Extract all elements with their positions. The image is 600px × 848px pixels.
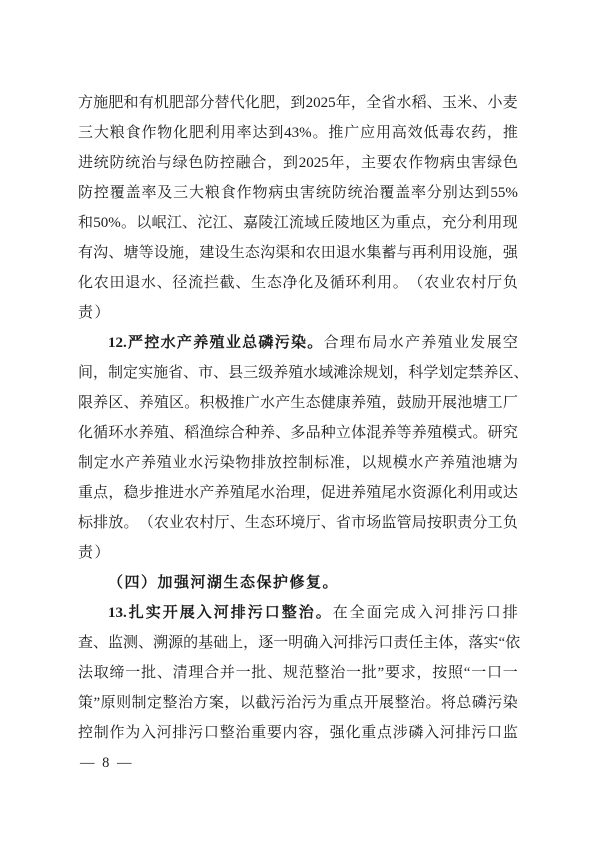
text-line: 方 施 肥 和 有 机 肥 部 分 替 代 化 肥 ， 到 2025 年 ， 全 省 水 稻 、 玉 米 、 小 麦 (78, 95, 518, 111)
text-line: 12. 严 控 水 产 养 殖 业 总 磷 污 染 。 合 理 布 局 水 产 养 殖 业 发 展 空 (108, 335, 518, 351)
text-line: 法 取 缔 一 批 、 清 理 合 并 一 批 、 规 范 整 治 一 批 ” 要 求 ， 按 照 “ 一 口 一 (78, 665, 518, 681)
text-line: 控 制 作 为 入 河 排 污 口 整 治 重 要 内 容 ， 强 化 重 点 涉 磷 入 河 排 污 口 监 (78, 725, 518, 741)
text-line: 间 ， 制 定 实 施 省 、 市 、 县 三 级 养 殖 水 域 滩 涂 规 划 ， 科 学 划 定 禁 养 区 、 (78, 365, 529, 381)
text-line: 责） (78, 305, 112, 321)
text-line: 化 循 环 水 养 殖 、 稻 渔 综 合 种 养 、 多 品 种 立 体 混 养 等 养 殖 模 式 。 研 究 (78, 425, 518, 441)
text-line: 策 ” 原 则 制 定 整 治 方 案 ， 以 截 污 治 污 为 重 点 开 展 整 治 。 将 总 磷 污 染 (78, 695, 518, 711)
document-body (78, 88, 529, 748)
text-line: 查 、 监 测 、 溯 源 的 基 础 上 ， 逐 一 明 确 入 河 排 污 口 责 任 主 体 ， 落 实 “ 依 (78, 635, 521, 651)
text-line: 三 大 粮 食 作 物 化 肥 利 用 率 达 到 43% 。 推 广 应 用 高 效 低 毒 农 药 ， 推 (78, 125, 518, 141)
text-line: 和 50% 。 以 岷 江 、 沱 江 、 嘉 陵 江 流 域 丘 陵 地 区 为 重 点 ， 充 分 利 用 现 (78, 215, 518, 231)
text-line: 13. 扎 实 开 展 入 河 排 污 口 整 治 。 在 全 面 完 成 入 河 排 污 口 排 (108, 605, 518, 621)
text-line: 有 沟 、 塘 等 设 施 ， 建 设 生 态 沟 渠 和 农 田 退 水 集 蓄 与 再 利 用 设 施 ， 强 (78, 245, 518, 261)
page-number: — 8 — (80, 755, 134, 771)
text-line: 防 控 覆 盖 率 及 三 大 粮 食 作 物 病 虫 害 统 防 统 治 覆 盖 率 分 别 达 到 55% (78, 185, 518, 201)
text-line: 进 统 防 统 治 与 绿 色 防 控 融 合 ， 到 2025 年 ， 主 要 农 作 物 病 虫 害 绿 色 (78, 155, 518, 171)
text-line: 重 点 ， 稳 步 推 进 水 产 养 殖 尾 水 治 理 ， 促 进 养 殖 尾 水 资 源 化 利 用 或 达 (78, 485, 518, 501)
text-line: 标 排 放 。 （ 农 业 农 村 厅 、 生 态 环 境 厅 、 省 市 场 监 管 局 按 职 责 分 工 负 (78, 515, 518, 531)
text-line: 制 定 水 产 养 殖 业 水 污 染 物 排 放 控 制 标 准 ， 以 规 模 水 产 养 殖 池 塘 为 (78, 455, 518, 471)
text-line: 化 农 田 退 水 、 径 流 拦 截 、 生 态 净 化 及 循 环 利 用 。 （ 农 业 农 村 厅 负 (78, 275, 518, 291)
text-line: 责） (78, 545, 112, 561)
text-line: （四）加强河湖生态保护修复。 (108, 575, 340, 591)
text-line: 限 养 区 、 养 殖 区 。 积 极 推 广 水 产 生 态 健 康 养 殖 ， 鼓 励 开 展 池 塘 工 厂 (78, 395, 518, 411)
